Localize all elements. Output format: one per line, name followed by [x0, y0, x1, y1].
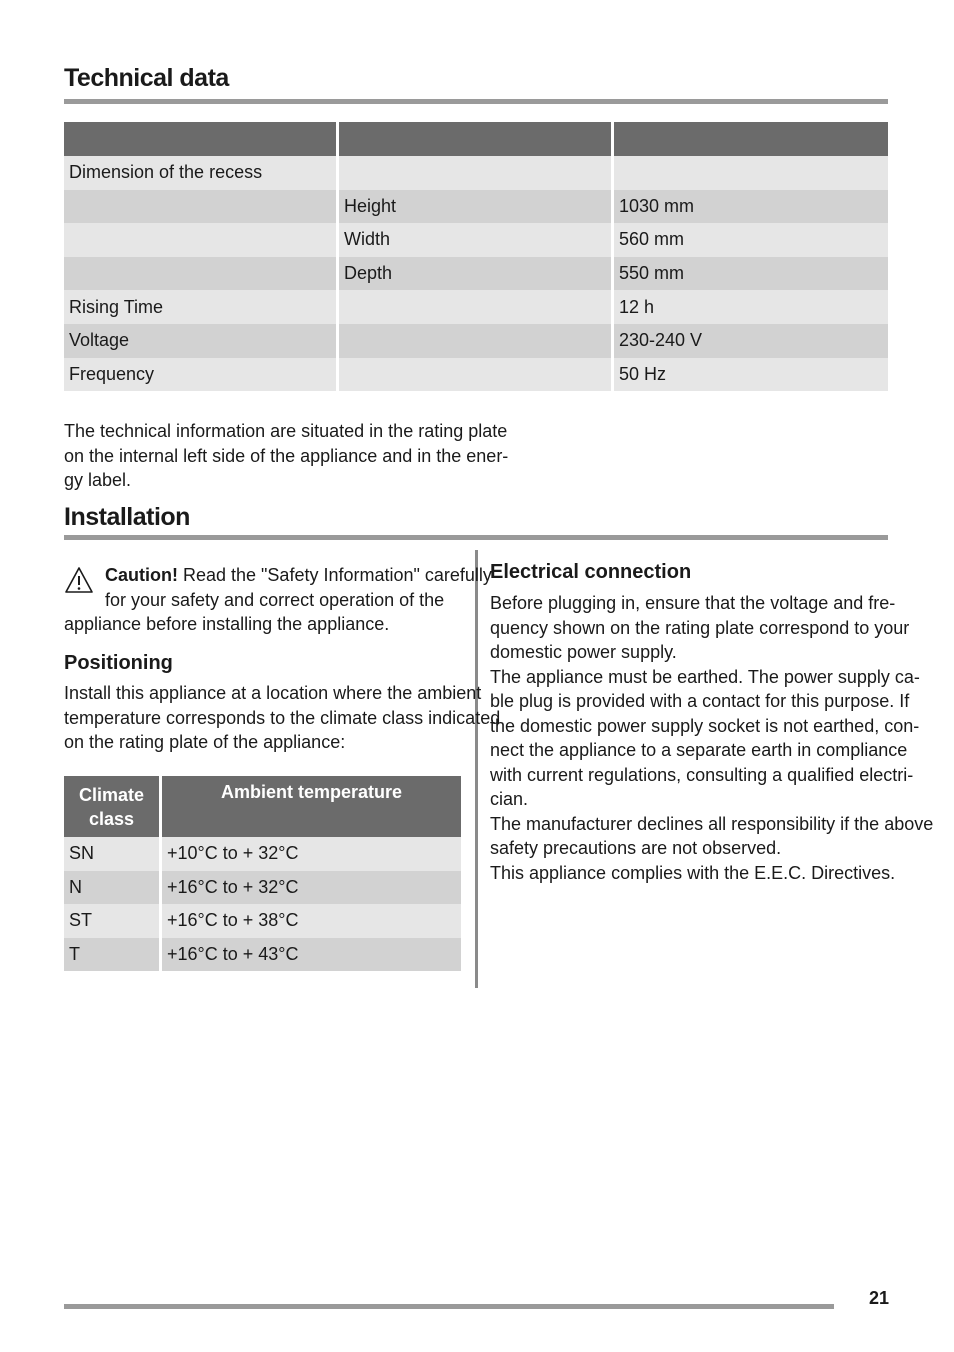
table-cell: N	[64, 871, 161, 905]
table-cell: +16°C to + 38°C	[161, 904, 462, 938]
text-line: Install this appliance at a location where the ambient	[64, 683, 482, 703]
table-cell: +16°C to + 32°C	[161, 871, 462, 905]
table-cell	[338, 156, 613, 190]
text-line: on the internal left side of the appliance and in the ener-	[64, 445, 509, 466]
section-rule	[64, 535, 888, 540]
page-number: 21	[869, 1288, 890, 1308]
table-header-row	[64, 122, 888, 156]
text-line: ble plug is provided with a contact for this purpose. If	[490, 691, 910, 711]
text-line: The manufacturer declines all responsibility if the above	[490, 813, 934, 834]
table-cell: 230-240 V	[613, 324, 889, 358]
technical-data-table	[64, 122, 888, 391]
text-line: the domestic power supply socket is not earthed, con-	[490, 715, 920, 736]
table-row	[64, 904, 461, 938]
table-cell	[338, 358, 613, 392]
caution-text-bottom: appliance before installing the appliance.	[64, 614, 390, 634]
table-cell	[64, 190, 338, 224]
table-cell	[64, 223, 338, 257]
table-cell: 550 mm	[613, 257, 889, 291]
table-cell: 50 Hz	[613, 358, 889, 392]
positioning-text	[64, 681, 500, 755]
table-header-cell	[338, 122, 613, 156]
text-line: The appliance must be earthed. The power supply ca-	[490, 666, 920, 687]
text-line: quency shown on the rating plate correspond to your	[490, 617, 910, 638]
text-line: This appliance complies with the E.E.C. Directives.	[490, 862, 896, 883]
table-row	[64, 257, 888, 291]
text-line	[105, 563, 492, 588]
positioning-title: Positioning	[64, 652, 173, 674]
text-line: safety precautions are not observed.	[490, 838, 782, 858]
electrical-connection-title: Electrical connection	[490, 561, 692, 583]
table-cell	[338, 290, 613, 324]
text-line: The technical information are situated in the rating plate	[64, 421, 508, 441]
table-cell: +16°C to + 43°C	[161, 938, 462, 972]
table-cell: Voltage	[64, 324, 338, 358]
text-line: nect the appliance to a separate earth in compliance	[490, 740, 908, 760]
table-header-row	[64, 776, 461, 837]
table-cell	[338, 324, 613, 358]
table-cell: Frequency	[64, 358, 338, 392]
table-cell: T	[64, 938, 161, 972]
text-line: Before plugging in, ensure that the voltage and fre-	[490, 593, 896, 613]
table-row	[64, 938, 461, 972]
table-cell: Rising Time	[64, 290, 338, 324]
caution-text: Read the "Safety Information" carefully	[177, 565, 492, 585]
table-cell: Depth	[338, 257, 613, 291]
technical-data-title: Technical data	[64, 64, 229, 92]
table-cell: 1030 mm	[613, 190, 889, 224]
column-divider	[475, 550, 478, 988]
climate-class-table	[64, 776, 461, 971]
table-cell: 560 mm	[613, 223, 889, 257]
table-header-cell	[613, 122, 889, 156]
text-line: temperature corresponds to the climate class indicated	[64, 707, 501, 728]
header-line: Climate	[78, 784, 145, 805]
warning-triangle-icon	[64, 566, 94, 594]
text-line: for your safety and correct operation of the	[105, 589, 445, 610]
table-cell: SN	[64, 837, 161, 871]
table-row	[64, 156, 888, 190]
table-cell	[64, 257, 338, 291]
table-row	[64, 223, 888, 257]
table-cell: Height	[338, 190, 613, 224]
table-cell: +10°C to + 32°C	[161, 837, 462, 871]
header-line: class	[88, 808, 135, 829]
table-row	[64, 837, 461, 871]
climate-class-header	[64, 776, 161, 837]
text-line: on the rating plate of the appliance:	[64, 732, 346, 752]
table-row	[64, 358, 888, 392]
caution-text-top	[105, 563, 492, 612]
text-line: cian.	[490, 789, 529, 809]
text-line: with current regulations, consulting a qualified electri-	[490, 764, 914, 785]
table-row	[64, 324, 888, 358]
table-row	[64, 190, 888, 224]
text-line: gy label.	[64, 470, 132, 490]
technical-note	[64, 419, 508, 493]
table-cell: Dimension of the recess	[64, 156, 338, 190]
section-rule	[64, 99, 888, 104]
table-row	[64, 871, 461, 905]
table-row	[64, 290, 888, 324]
ambient-temperature-header: Ambient temperature	[161, 776, 462, 837]
table-header-cell	[64, 122, 338, 156]
electrical-connection-text	[490, 591, 933, 885]
table-cell: ST	[64, 904, 161, 938]
table-cell: 12 h	[613, 290, 889, 324]
installation-title: Installation	[64, 503, 190, 531]
table-cell: Width	[338, 223, 613, 257]
table-cell	[613, 156, 889, 190]
footer-rule	[64, 1304, 834, 1309]
caution-label: Caution!	[105, 565, 178, 585]
text-line: domestic power supply.	[490, 642, 677, 662]
